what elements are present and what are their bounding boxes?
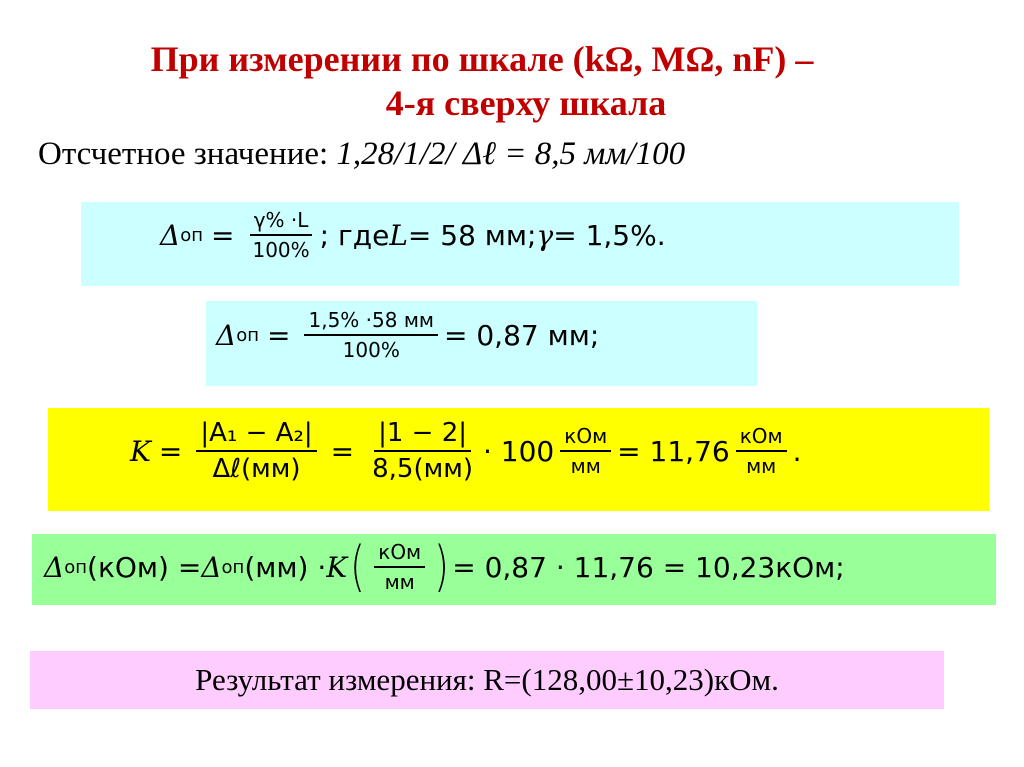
unit-fraction bbox=[560, 424, 611, 478]
k-symbol: K bbox=[326, 550, 348, 584]
multiplier: · 100 bbox=[483, 434, 555, 468]
delta-subscript: оп bbox=[221, 556, 245, 578]
fraction-numerator: |1 − 2| bbox=[374, 418, 471, 452]
equals-sign: = bbox=[330, 434, 355, 468]
fraction-numeric bbox=[368, 418, 477, 484]
reading-line bbox=[38, 136, 685, 173]
unit-denominator: мм bbox=[570, 454, 601, 478]
unit-fraction bbox=[374, 540, 425, 594]
delta-symbol: Δ bbox=[216, 318, 237, 352]
fraction-general bbox=[196, 418, 316, 484]
delta-subscript: оп bbox=[180, 224, 204, 246]
end-period: . bbox=[792, 434, 802, 468]
delta-symbol: Δ bbox=[160, 218, 181, 252]
delta-symbol: Δ bbox=[201, 550, 222, 584]
paren-close: ) bbox=[434, 535, 450, 598]
fraction-denominator: 8,5(мм) bbox=[372, 454, 473, 484]
rhs-unit: (мм) · bbox=[244, 550, 327, 584]
fraction-denominator: 100% bbox=[252, 238, 310, 262]
unit-numerator: кОм bbox=[736, 424, 787, 452]
length-symbol: L bbox=[389, 218, 408, 252]
delta-subscript: оп bbox=[236, 324, 260, 346]
measurement-result: Результат измерения: R=(128,00±10,23)кОм. bbox=[195, 662, 779, 697]
equals-sign: = bbox=[158, 434, 183, 468]
formula-scale-factor bbox=[130, 418, 802, 484]
unit-denominator: мм bbox=[746, 454, 777, 478]
formula-error-calc bbox=[216, 308, 599, 362]
slide-title-line2: 4-я сверху шкала bbox=[385, 83, 667, 123]
fraction bbox=[304, 308, 438, 362]
slide-title-line1: При измерении по шкале (kΩ, MΩ, nF) – bbox=[150, 39, 814, 79]
k-result: = 11,76 bbox=[617, 434, 730, 468]
gamma-value: = 1,5%. bbox=[553, 218, 666, 252]
lhs-unit: (кОм) = bbox=[87, 550, 202, 584]
fraction-numerator: |A₁ − A₂| bbox=[196, 418, 316, 452]
equals-sign: = bbox=[211, 218, 235, 252]
fraction-denominator: Δℓ(мм) bbox=[212, 454, 301, 484]
unit-numerator: кОм bbox=[560, 424, 611, 452]
fraction bbox=[248, 208, 313, 262]
formula-error-definition bbox=[160, 208, 666, 262]
unit-fraction bbox=[736, 424, 787, 478]
gamma-symbol: γ bbox=[536, 218, 554, 252]
reading-label: Отсчетное значение: bbox=[38, 136, 337, 172]
delta-subscript: оп bbox=[64, 556, 88, 578]
result-value: = 0,87 мм; bbox=[444, 318, 600, 352]
length-value: = 58 мм; bbox=[407, 218, 537, 252]
fraction-denominator: 100% bbox=[342, 338, 400, 362]
k-symbol: K bbox=[130, 434, 151, 468]
result-value: = 0,87 · 11,76 = 10,23кОм; bbox=[452, 550, 845, 584]
reading-value: 1,28/1/2/ Δℓ = 8,5 мм/100 bbox=[336, 136, 686, 172]
fraction-numerator: γ% ·L bbox=[250, 208, 313, 236]
delta-symbol: Δ bbox=[44, 550, 65, 584]
unit-numerator: кОм bbox=[374, 540, 425, 568]
paren-open: ( bbox=[350, 535, 366, 598]
separator-text: ; где bbox=[319, 218, 390, 252]
formula-error-kohm bbox=[44, 535, 845, 598]
equals-sign: = bbox=[267, 318, 291, 352]
unit-denominator: мм bbox=[384, 570, 415, 594]
fraction-numerator: 1,5% ·58 мм bbox=[304, 308, 438, 336]
